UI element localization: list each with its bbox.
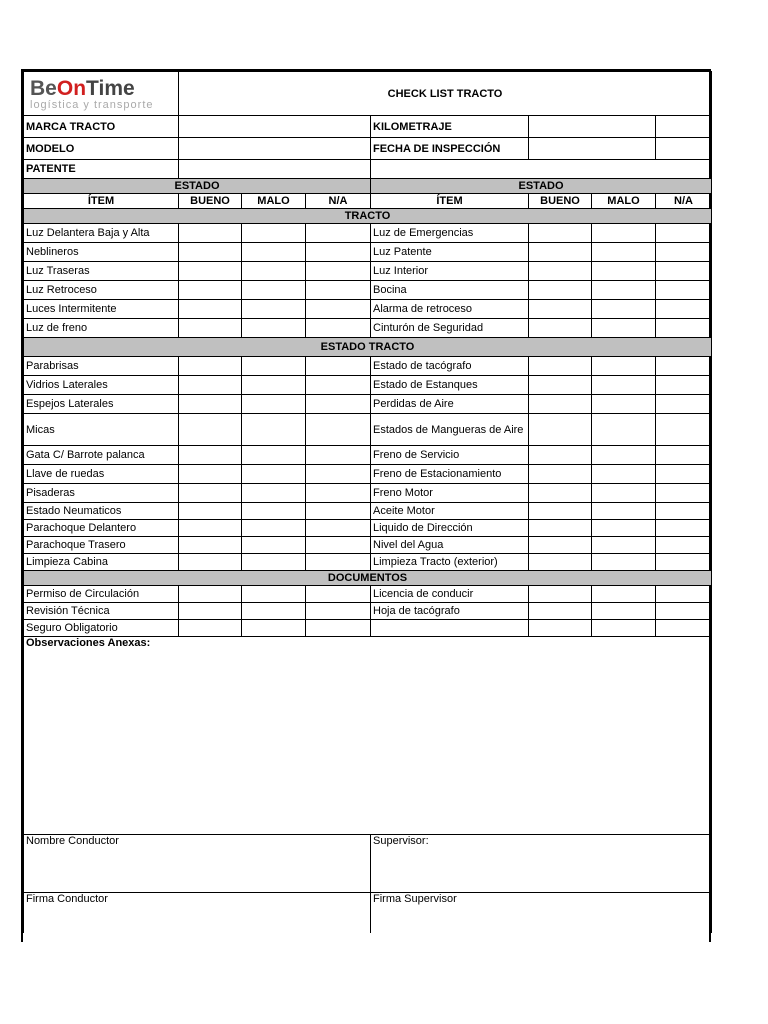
checklist-row — [24, 484, 712, 503]
checklist-item-label: Limpieza Cabina — [24, 554, 179, 571]
bueno-check-cell[interactable] — [529, 300, 592, 319]
malo-check-cell[interactable] — [242, 586, 306, 603]
malo-check-cell[interactable] — [242, 281, 306, 300]
na-check-cell[interactable] — [656, 319, 712, 338]
checklist-row — [24, 414, 712, 446]
checklist-item-label: Bocina — [371, 281, 529, 300]
observaciones-label: Observaciones Anexas: — [26, 637, 151, 649]
bueno-check-cell[interactable] — [179, 395, 242, 414]
patente-label: PATENTE — [24, 160, 179, 179]
malo-check-cell[interactable] — [592, 262, 656, 281]
na-header-left: N/A — [306, 194, 371, 209]
nombre-conductor-label: Nombre Conductor — [26, 835, 119, 847]
na-check-cell[interactable] — [656, 281, 712, 300]
patente-field[interactable] — [179, 160, 371, 179]
checklist-item-label: Luz Traseras — [24, 262, 179, 281]
checklist-item-label: Freno de Estacionamiento — [371, 465, 529, 484]
marca-field[interactable] — [179, 116, 371, 138]
na-check-cell[interactable] — [306, 554, 371, 571]
kilometraje-field[interactable] — [529, 116, 656, 138]
malo-check-cell[interactable] — [592, 376, 656, 395]
estado-header-left: ESTADO — [24, 179, 371, 194]
bueno-check-cell[interactable] — [179, 520, 242, 537]
firma-supervisor-field[interactable] — [371, 893, 712, 933]
kilometraje-field-extra[interactable] — [656, 116, 712, 138]
na-check-cell[interactable] — [306, 319, 371, 338]
observaciones-box[interactable] — [24, 637, 712, 835]
bueno-check-cell[interactable] — [529, 243, 592, 262]
malo-check-cell[interactable] — [592, 357, 656, 376]
bueno-check-cell[interactable] — [529, 484, 592, 503]
na-check-cell[interactable] — [306, 503, 371, 520]
modelo-label: MODELO — [24, 138, 179, 160]
malo-check-cell[interactable] — [242, 620, 306, 637]
bueno-check-cell[interactable] — [179, 300, 242, 319]
bueno-check-cell[interactable] — [529, 503, 592, 520]
malo-check-cell[interactable] — [242, 520, 306, 537]
na-check-cell[interactable] — [306, 395, 371, 414]
section-estado-tracto: ESTADO TRACTO — [24, 338, 712, 357]
checklist-row — [24, 376, 712, 395]
malo-check-cell[interactable] — [592, 414, 656, 446]
checklist-item-label: Estado de tacógrafo — [371, 357, 529, 376]
checklist-item-label: Parachoque Trasero — [24, 537, 179, 554]
malo-check-cell[interactable] — [592, 243, 656, 262]
na-check-cell[interactable] — [656, 224, 712, 243]
na-check-cell[interactable] — [306, 446, 371, 465]
na-check-cell[interactable] — [656, 465, 712, 484]
nombre-conductor-field[interactable] — [24, 835, 371, 893]
bueno-check-cell[interactable] — [179, 281, 242, 300]
checklist-row — [24, 586, 712, 603]
malo-header-right: MALO — [592, 194, 656, 209]
bueno-check-cell[interactable] — [529, 281, 592, 300]
malo-check-cell[interactable] — [592, 537, 656, 554]
bueno-check-cell[interactable] — [179, 620, 242, 637]
checklist-item-label: Licencia de conducir — [371, 586, 529, 603]
bueno-check-cell[interactable] — [179, 537, 242, 554]
checklist-row — [24, 281, 712, 300]
na-check-cell[interactable] — [656, 376, 712, 395]
na-check-cell[interactable] — [306, 281, 371, 300]
page-title: CHECK LIST TRACTO — [179, 72, 712, 116]
company-logo — [24, 72, 179, 116]
na-check-cell[interactable] — [306, 465, 371, 484]
section-tracto: TRACTO — [24, 209, 712, 224]
bueno-check-cell[interactable] — [529, 414, 592, 446]
checklist-item-label: Luz Delantera Baja y Alta — [24, 224, 179, 243]
malo-check-cell[interactable] — [242, 537, 306, 554]
checklist-item-label: Alarma de retroceso — [371, 300, 529, 319]
fecha-field[interactable] — [529, 138, 656, 160]
checklist-row — [24, 262, 712, 281]
malo-check-cell[interactable] — [242, 224, 306, 243]
bueno-check-cell[interactable] — [179, 446, 242, 465]
checklist-item-label: Permiso de Circulación — [24, 586, 179, 603]
na-header-right: N/A — [656, 194, 712, 209]
checklist-item-label: Gata C/ Barrote palanca — [24, 446, 179, 465]
checklist-row — [24, 243, 712, 262]
bueno-check-cell[interactable] — [179, 357, 242, 376]
malo-check-cell[interactable] — [592, 446, 656, 465]
kilometraje-label: KILOMETRAJE — [371, 116, 529, 138]
malo-check-cell[interactable] — [242, 503, 306, 520]
bueno-check-cell[interactable] — [529, 586, 592, 603]
na-check-cell[interactable] — [656, 300, 712, 319]
bueno-header-right: BUENO — [529, 194, 592, 209]
na-check-cell[interactable] — [656, 484, 712, 503]
checklist-item-label: Freno de Servicio — [371, 446, 529, 465]
malo-check-cell[interactable] — [242, 484, 306, 503]
checklist-row — [24, 465, 712, 484]
na-check-cell[interactable] — [656, 446, 712, 465]
bueno-check-cell[interactable] — [529, 319, 592, 338]
malo-check-cell[interactable] — [592, 465, 656, 484]
bueno-check-cell[interactable] — [179, 503, 242, 520]
checklist-sheet — [21, 69, 711, 942]
bueno-check-cell[interactable] — [529, 224, 592, 243]
malo-check-cell[interactable] — [592, 520, 656, 537]
checklist-row — [24, 603, 712, 620]
supervisor-field[interactable] — [371, 835, 712, 893]
supervisor-label: Supervisor: — [373, 835, 429, 847]
na-check-cell[interactable] — [656, 520, 712, 537]
checklist-row — [24, 620, 712, 637]
malo-check-cell[interactable] — [592, 620, 656, 637]
checklist-item-label: Estado Neumaticos — [24, 503, 179, 520]
na-check-cell[interactable] — [656, 603, 712, 620]
bueno-check-cell[interactable] — [179, 554, 242, 571]
checklist-item-label: Espejos Laterales — [24, 395, 179, 414]
checklist-row — [24, 520, 712, 537]
checklist-item-label: Neblineros — [24, 243, 179, 262]
malo-check-cell[interactable] — [592, 224, 656, 243]
modelo-field[interactable] — [179, 138, 371, 160]
na-check-cell[interactable] — [656, 262, 712, 281]
checklist-item-label: Parachoque Delantero — [24, 520, 179, 537]
bueno-check-cell[interactable] — [529, 395, 592, 414]
checklist-item-label: Estados de Mangueras de Aire — [371, 414, 529, 446]
bueno-header-left: BUENO — [179, 194, 242, 209]
malo-check-cell[interactable] — [242, 603, 306, 620]
checklist-item-label: Liquido de Dirección — [371, 520, 529, 537]
na-check-cell[interactable] — [656, 243, 712, 262]
na-check-cell[interactable] — [306, 620, 371, 637]
fecha-label: FECHA DE INSPECCIÓN — [371, 138, 529, 160]
checklist-item-label: Nivel del Agua — [371, 537, 529, 554]
item-header-left: ÍTEM — [24, 194, 179, 209]
malo-check-cell[interactable] — [592, 586, 656, 603]
na-check-cell[interactable] — [656, 357, 712, 376]
na-check-cell[interactable] — [306, 586, 371, 603]
na-check-cell[interactable] — [306, 376, 371, 395]
logo-subtitle: logística y transporte — [30, 98, 154, 111]
patente-field-right[interactable] — [371, 160, 712, 179]
malo-check-cell[interactable] — [242, 319, 306, 338]
bueno-check-cell[interactable] — [179, 376, 242, 395]
checklist-item-label: Luz de Emergencias — [371, 224, 529, 243]
bueno-check-cell[interactable] — [529, 537, 592, 554]
checklist-item-label: Limpieza Tracto (exterior) — [371, 554, 529, 571]
bueno-check-cell[interactable] — [179, 414, 242, 446]
malo-check-cell[interactable] — [242, 376, 306, 395]
bueno-check-cell[interactable] — [179, 262, 242, 281]
na-check-cell[interactable] — [656, 503, 712, 520]
checklist-item-label: Llave de ruedas — [24, 465, 179, 484]
checklist-item-label: Revisión Técnica — [24, 603, 179, 620]
fecha-field-extra[interactable] — [656, 138, 712, 160]
na-check-cell[interactable] — [306, 520, 371, 537]
na-check-cell[interactable] — [306, 357, 371, 376]
checklist-item-label: Pisaderas — [24, 484, 179, 503]
malo-check-cell[interactable] — [242, 446, 306, 465]
bueno-check-cell[interactable] — [529, 520, 592, 537]
na-check-cell[interactable] — [306, 414, 371, 446]
firma-conductor-field[interactable] — [24, 893, 371, 933]
checklist-row — [24, 300, 712, 319]
checklist-item-label: Perdidas de Aire — [371, 395, 529, 414]
na-check-cell[interactable] — [656, 586, 712, 603]
malo-check-cell[interactable] — [242, 414, 306, 446]
malo-check-cell[interactable] — [242, 262, 306, 281]
marca-label: MARCA TRACTO — [24, 116, 179, 138]
checklist-item-label: Seguro Obligatorio — [24, 620, 179, 637]
malo-check-cell[interactable] — [242, 554, 306, 571]
checklist-row — [24, 319, 712, 338]
checklist-row — [24, 537, 712, 554]
na-check-cell[interactable] — [306, 300, 371, 319]
na-check-cell[interactable] — [656, 414, 712, 446]
malo-check-cell[interactable] — [242, 300, 306, 319]
bueno-check-cell[interactable] — [179, 465, 242, 484]
checklist-table — [23, 71, 712, 933]
na-check-cell[interactable] — [306, 224, 371, 243]
na-check-cell[interactable] — [656, 620, 712, 637]
checklist-item-label — [371, 620, 529, 637]
checklist-item-label: Cinturón de Seguridad — [371, 319, 529, 338]
estado-header-right: ESTADO — [371, 179, 712, 194]
checklist-item-label: Aceite Motor — [371, 503, 529, 520]
logo-be: Be — [30, 76, 57, 100]
item-header-right: ÍTEM — [371, 194, 529, 209]
malo-check-cell[interactable] — [592, 554, 656, 571]
checklist-row — [24, 357, 712, 376]
checklist-row — [24, 554, 712, 571]
bueno-check-cell[interactable] — [179, 586, 242, 603]
checklist-item-label: Luz Interior — [371, 262, 529, 281]
na-check-cell[interactable] — [306, 537, 371, 554]
bueno-check-cell[interactable] — [529, 603, 592, 620]
bueno-check-cell[interactable] — [529, 446, 592, 465]
checklist-row — [24, 446, 712, 465]
malo-check-cell[interactable] — [592, 319, 656, 338]
checklist-item-label: Micas — [24, 414, 179, 446]
na-check-cell[interactable] — [306, 603, 371, 620]
checklist-item-label: Freno Motor — [371, 484, 529, 503]
bueno-check-cell[interactable] — [529, 376, 592, 395]
checklist-row — [24, 224, 712, 243]
bueno-check-cell[interactable] — [529, 620, 592, 637]
malo-check-cell[interactable] — [592, 603, 656, 620]
malo-check-cell[interactable] — [242, 243, 306, 262]
firma-supervisor-label: Firma Supervisor — [373, 893, 457, 905]
checklist-row — [24, 503, 712, 520]
firma-conductor-label: Firma Conductor — [26, 893, 108, 905]
malo-check-cell[interactable] — [592, 503, 656, 520]
checklist-item-label: Parabrisas — [24, 357, 179, 376]
section-documentos: DOCUMENTOS — [24, 571, 712, 586]
malo-check-cell[interactable] — [242, 357, 306, 376]
na-check-cell[interactable] — [656, 554, 712, 571]
bueno-check-cell[interactable] — [529, 554, 592, 571]
malo-check-cell[interactable] — [242, 395, 306, 414]
checklist-item-label: Luz Patente — [371, 243, 529, 262]
malo-check-cell[interactable] — [592, 484, 656, 503]
na-check-cell[interactable] — [656, 537, 712, 554]
bueno-check-cell[interactable] — [179, 319, 242, 338]
malo-check-cell[interactable] — [592, 395, 656, 414]
bueno-check-cell[interactable] — [179, 224, 242, 243]
bueno-check-cell[interactable] — [179, 484, 242, 503]
na-check-cell[interactable] — [306, 484, 371, 503]
checklist-item-label: Hoja de tacógrafo — [371, 603, 529, 620]
na-check-cell[interactable] — [306, 243, 371, 262]
malo-check-cell[interactable] — [592, 300, 656, 319]
checklist-item-label: Estado de Estanques — [371, 376, 529, 395]
bueno-check-cell[interactable] — [529, 262, 592, 281]
bueno-check-cell[interactable] — [529, 465, 592, 484]
checklist-item-label: Luz Retroceso — [24, 281, 179, 300]
malo-check-cell[interactable] — [592, 281, 656, 300]
checklist-item-label: Luz de freno — [24, 319, 179, 338]
malo-check-cell[interactable] — [242, 465, 306, 484]
bueno-check-cell[interactable] — [179, 603, 242, 620]
checklist-item-label: Luces Intermitente — [24, 300, 179, 319]
logo-time: Time — [86, 76, 135, 100]
checklist-row — [24, 395, 712, 414]
malo-header-left: MALO — [242, 194, 306, 209]
bueno-check-cell[interactable] — [179, 243, 242, 262]
bueno-check-cell[interactable] — [529, 357, 592, 376]
na-check-cell[interactable] — [656, 395, 712, 414]
na-check-cell[interactable] — [306, 262, 371, 281]
logo-on: On — [56, 76, 87, 100]
checklist-item-label: Vidrios Laterales — [24, 376, 179, 395]
